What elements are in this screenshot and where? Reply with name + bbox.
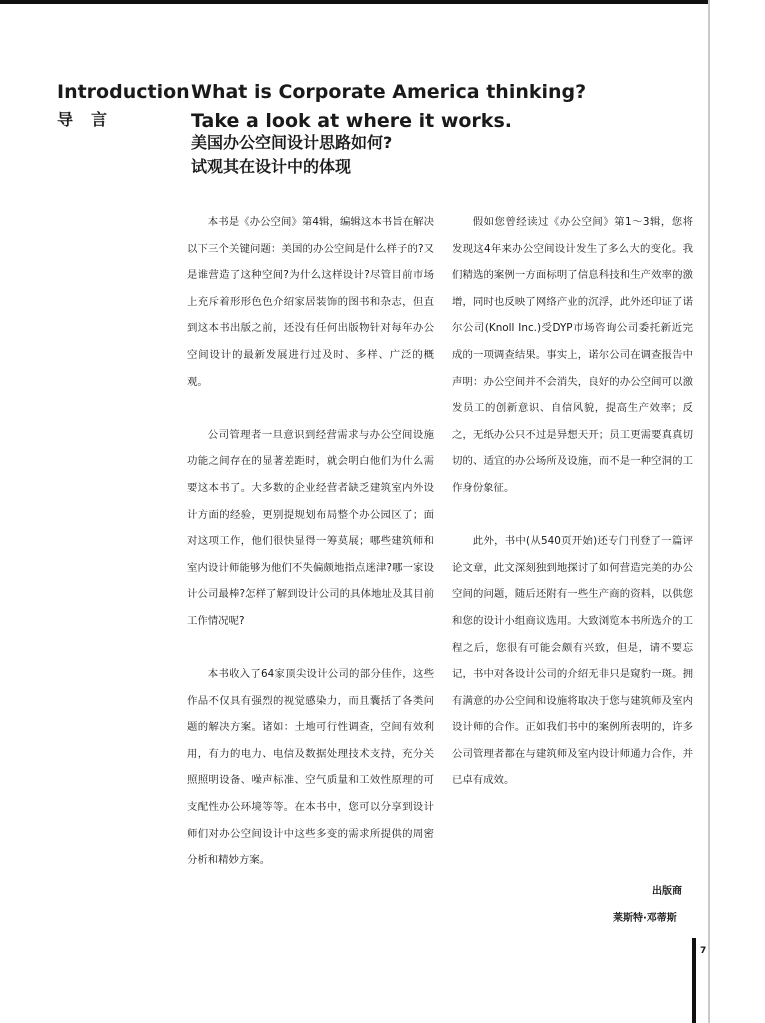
- paragraph: 本书是《办公空间》第4辑，编辑这本书旨在解决以下三个关键问题：美国的办公空间是什么样子的?又是谁营造了这种空间?为什么这样设计?尽管目前市场上充斥着形形色色介绍家居装饰的图书和杂志，但直到这本书出版之前，还没有任何出版物针对每年办公空间设计的最新发展进行过及时、多样、广泛的概观。: [187, 216, 434, 388]
- title-en-line2: Take a look at where it works.: [191, 110, 512, 132]
- title-en-line1: What is Corporate America thinking?: [191, 81, 587, 103]
- title-cn-line1: 美国办公空间设计思路如何?: [191, 133, 393, 152]
- publisher-label: 出版商: [652, 886, 682, 897]
- paragraph: 假如您曾经读过《办公空间》第1～3辑，您将发现这4年来办公空间设计发生了多么大的变化。我们精选的案例一方面标明了信息科技和生产效率的激增，同时也反映了网络产业的沉浮，此外还印证了诺尔公司(Knoll Inc.)受DYP市场咨询公司委托新近完成的一项调查结果。事实上，诺尔公司在调查报告中声明：办公空间并不会消失，良好的办公空间可以激发员工的创新意识、自信风貌，提高生产效率；反之，无纸办公只不过是异想天开；员工更需要真真切切的、适宜的办公场所及设施，而不是一种空洞的工作身份象征。: [452, 216, 693, 494]
- section-title-en: Introduction: [57, 81, 190, 103]
- body-column-right: [452, 209, 693, 821]
- page-edge: [708, 0, 710, 1023]
- title-cn-line2: 试观其在设计中的体现: [191, 157, 352, 176]
- paragraph: 此外，书中(从540页开始)还专门刊登了一篇评论文章，此文深刻独到地探讨了如何营造完美的办公空间的问题，随后还附有一些生产商的资料，以供您和您的设计小组商议选用。大致浏览本书所选介的工程之后，您很有可能会颇有兴致，但是，请不要忘记，书中对各设计公司的介绍无非只是窥豹一斑。拥有满意的办公空间和设施将取决于您与建筑师及室内设计师的合作。正如我们书中的案例所表明的，许多公司管理者都在与建筑师及室内设计师通力合作，并已卓有成效。: [452, 535, 693, 787]
- paragraph: 本书收入了64家顶尖设计公司的部分佳作，这些作品不仅具有强烈的视觉感染力，而且囊括了各类问题的解决方案。诸如：土地可行性调查，空间有效利用，有力的电力、电信及数据处理技术支持，充分关照照明设备、噪声标准、空气质量和工效性原理的可支配性办公环境等等。在本书中，您可以分享到设计师们对办公空间设计中这些多变的需求所提供的周密分析和精妙方案。: [187, 668, 434, 867]
- top-rule: [0, 0, 708, 4]
- section-title-cn: 导言: [57, 110, 126, 129]
- body-column-left: [187, 209, 434, 900]
- paragraph: 公司管理者一旦意识到经营需求与办公空间设施功能之间存在的显著差距时，就会明白他们为什么需要这本书了。大多数的企业经营者缺乏建筑室内外设计方面的经验，更别提规划布局整个办公园区了；面对这项工作，他们很快显得一筹莫展；哪些建筑师和室内设计师能够为他们不失偏颇地指点迷津?哪一家设计公司最棒?怎样了解到设计公司的具体地址及其目前工作情况呢?: [187, 428, 434, 627]
- signer-name: 莱斯特·邓蒂斯: [613, 913, 677, 924]
- page-number: 7: [700, 946, 707, 956]
- page-edge-mark: [692, 938, 696, 1023]
